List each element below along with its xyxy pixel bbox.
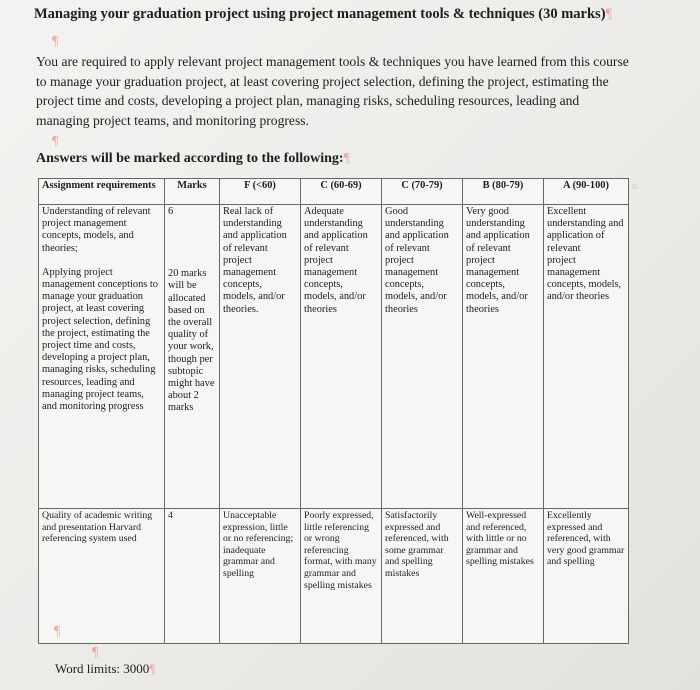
requirement-understanding: Understanding of relevant project management concepts, models, and theories;: [42, 206, 151, 254]
pilcrow-mark: ¶: [52, 134, 59, 149]
header-grade-c-70: C (70-79): [382, 179, 463, 205]
marks-understanding: 6: [168, 206, 174, 217]
grade-b-understanding: Very good understanding and application of relevant: [466, 206, 530, 254]
grade-f-understanding: Real lack of understanding and application of relevant: [223, 206, 287, 254]
rubric-table: [38, 178, 629, 644]
grade-b-application: project management concepts, models, and/or theories: [466, 254, 528, 315]
pilcrow-mark: ¶: [343, 151, 350, 166]
pilcrow-mark: ¶: [52, 34, 59, 49]
grade-a-application: project management concepts, models, and/or theories: [547, 254, 622, 303]
grade-f-application: project management concepts, models, and/or theories.: [223, 254, 285, 315]
header-marks: Marks: [165, 179, 220, 205]
quality-grade-c-60: Poorly expressed, little referencing or wrong referencing format, with many grammar and spelling mistakes: [301, 509, 382, 644]
grade-c-70-understanding: Good understanding and application of relevant: [385, 206, 449, 254]
grade-c-60-understanding: Adequate understanding and application of relevant: [304, 206, 368, 254]
header-grade-c-60: C (60-69): [301, 179, 382, 205]
header-requirements: Assignment requirements: [39, 179, 165, 205]
pilcrow-mark: ¶: [149, 661, 156, 676]
grade-cell-b: [463, 205, 544, 509]
table-row: [39, 509, 629, 644]
word-limit: Word limits: 3000¶: [55, 661, 156, 676]
header-row: [39, 179, 629, 205]
quality-grade-b: Well-expressed and referenced, with little or no grammar and spelling mistakes: [463, 509, 544, 644]
end-of-row-mark: ¤: [632, 182, 637, 193]
header-grade-f: F (<60): [220, 179, 301, 205]
header-grade-b: B (80-79): [463, 179, 544, 205]
requirement-cell: [39, 205, 165, 509]
grade-c-70-application: project management concepts, models, and/or theories: [385, 254, 447, 315]
requirement-applying: Applying project management conceptions to manage your graduation project, at least covering project selection, defining the project, estimating the project time and costs, developing a project plan, managing risks, scheduling resources, leading and managing project teams, and monitoring progress: [42, 266, 158, 413]
grade-cell-c-70: [382, 205, 463, 509]
pilcrow-mark: ¶: [605, 6, 613, 22]
grade-c-60-application: project management concepts, models, and/or theories: [304, 254, 366, 315]
quality-grade-c-70: Satisfactorily expressed and referenced, with some grammar and spelling mistakes: [382, 509, 463, 644]
quality-grade-f: Unacceptable expression, little or no referencing; inadequate grammar and spelling: [220, 509, 301, 644]
header-grade-a: A (90-100): [544, 179, 629, 205]
quality-grade-a: Excellently expressed and referenced, with very good grammar and spelling: [544, 509, 629, 644]
grade-cell-c-60: [301, 205, 382, 509]
answers-heading: Answers will be marked according to the following:¶: [36, 151, 350, 166]
marks-quality-cell: 4: [165, 509, 220, 644]
marks-cell: [165, 205, 220, 509]
grade-cell-a: [544, 205, 629, 509]
pilcrow-mark: ¶: [54, 624, 61, 639]
document-title: Managing your graduation project using project management tools & techniques (30 marks)¶: [34, 6, 613, 22]
grade-cell-f: [220, 205, 301, 509]
grade-a-understanding: Excellent understanding and application of relevant: [547, 206, 624, 254]
table-row: [39, 205, 629, 509]
pilcrow-mark: ¶: [92, 645, 99, 660]
intro-paragraph: You are required to apply relevant project management tools & techniques you have learned from this course to manage your graduation project, at least covering project selection, defining the project, estimating the project time and costs, developing a project plan, managing risks, scheduling resources, leading and managing project teams, and monitoring progress.: [36, 54, 629, 128]
requirement-quality-cell: Quality of academic writing and presentation Harvard referencing system used: [39, 509, 165, 644]
marks-applying: 20 marks will be allocated based on the overall quality of your work, though per subtopic might have about 2 marks: [168, 268, 215, 414]
